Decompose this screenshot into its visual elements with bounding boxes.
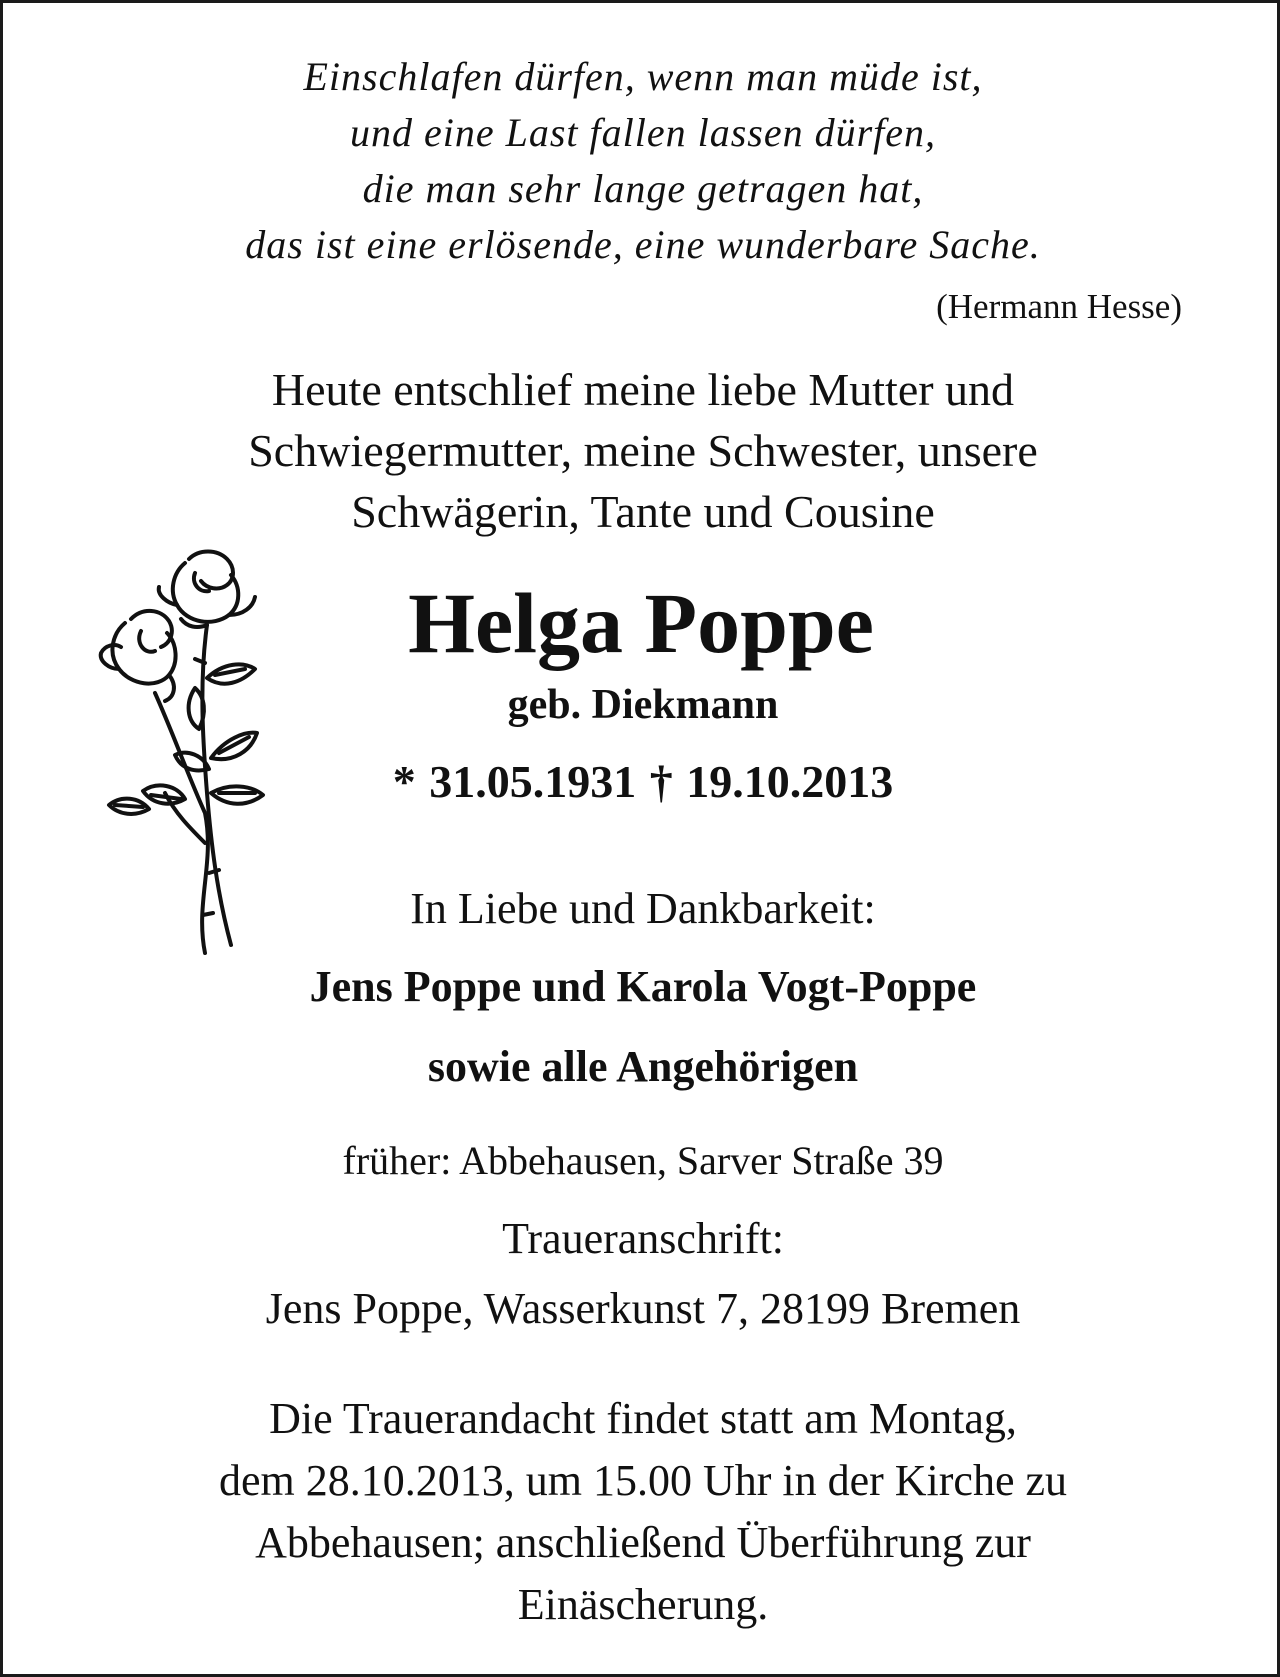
service-line-1: Die Trauerandacht findet statt am Montag, [269,1394,1017,1443]
life-dates: * 31.05.1931 † 19.10.2013 [392,756,894,807]
mourning-address-value: Jens Poppe, Wasserkunst 7, 28199 Bremen [265,1284,1021,1333]
quote-author: (Hermann Hesse) [936,287,1182,326]
service-line-2: dem 28.10.2013, um 15.00 Uhr in der Kirche zu [218,1456,1068,1505]
deceased-name: Helga Poppe [408,575,874,671]
thanks-line: In Liebe und Dankbarkeit: [410,884,876,933]
quote-line-1: Einschlafen dürfen, wenn man müde ist, [303,54,983,99]
intro-line-1: Heute entschlief meine liebe Mutter und [271,364,1015,415]
intro-line-3: Schwägerin, Tante und Cousine [351,486,935,537]
service-line-4: Einäscherung. [517,1580,769,1629]
quote-line-4: das ist eine erlösende, eine wunderbare Sache. [245,222,1041,267]
quote-line-3: die man sehr lange getragen hat, [362,166,924,211]
family-line-1: Jens Poppe und Karola Vogt-Poppe [309,962,977,1011]
service-line-3: Abbehausen; anschließend Überführung zur [255,1518,1031,1567]
family-line-2: sowie alle Angehörigen [427,1042,859,1091]
birth-name: geb. Diekmann [507,682,779,728]
intro-line-2: Schwiegermutter, meine Schwester, unsere [248,425,1038,476]
former-address: früher: Abbehausen, Sarver Straße 39 [342,1138,944,1183]
mourning-address-label: Traueranschrift: [502,1214,784,1263]
quote-line-2: und eine Last fallen lassen dürfen, [349,110,937,155]
